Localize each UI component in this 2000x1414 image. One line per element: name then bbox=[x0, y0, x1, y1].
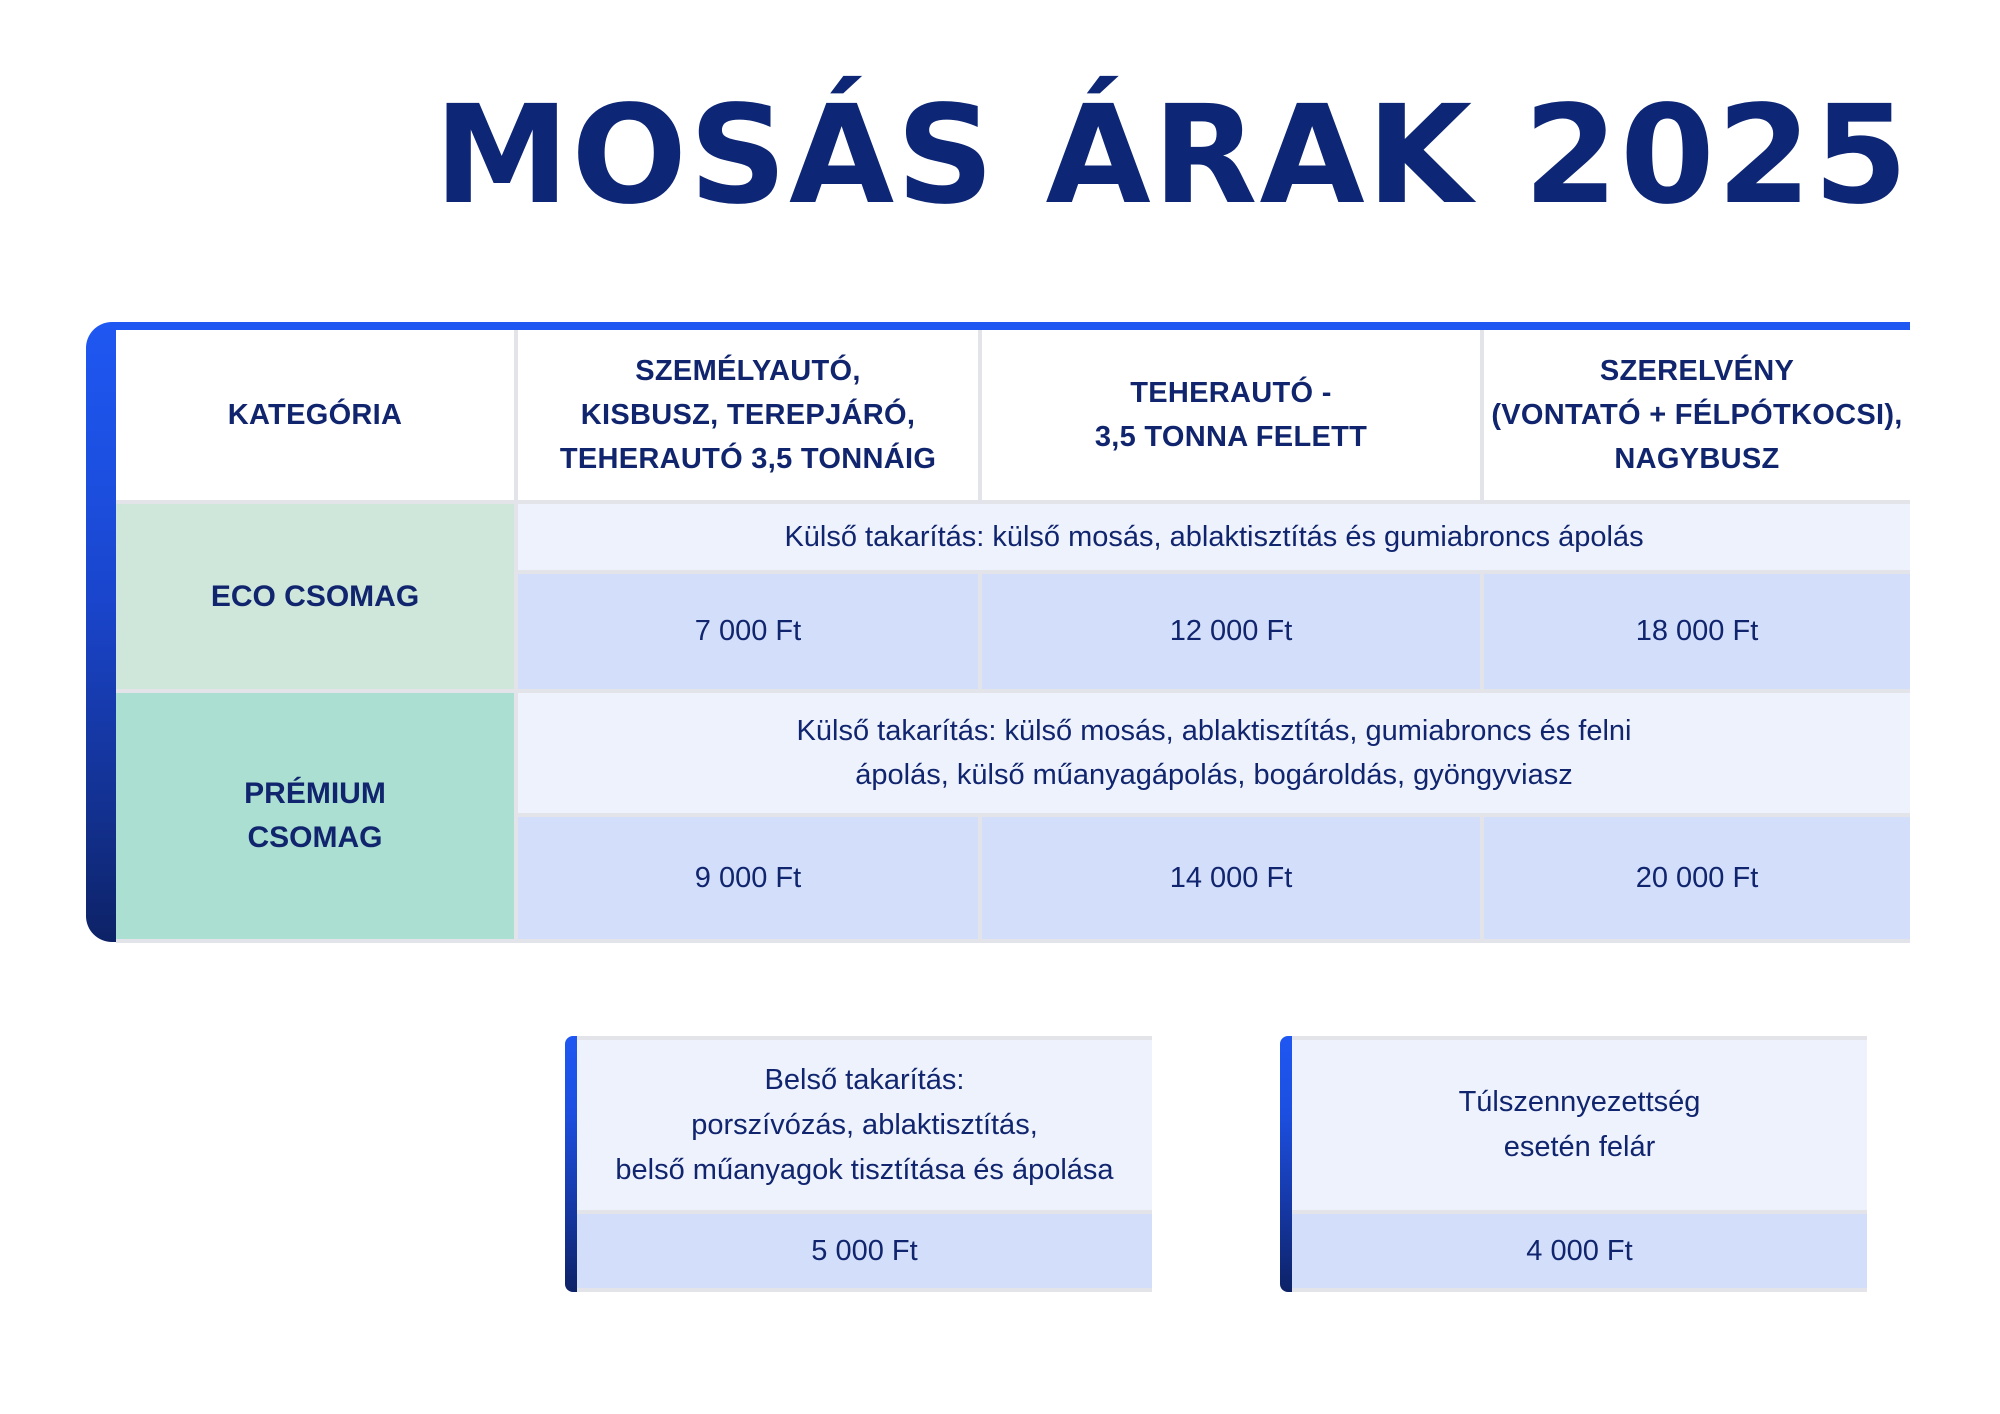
table-bottom-line bbox=[116, 939, 1910, 943]
interior-cleaning-description: Belső takarítás: porszívózás, ablaktisztítás, belső műanyagok tisztítása és ápolása bbox=[577, 1040, 1152, 1210]
premium-price-combination: 20 000 Ft bbox=[1484, 817, 1910, 939]
category-eco: ECO CSOMAG bbox=[116, 504, 514, 689]
box-accent-bar bbox=[1280, 1036, 1292, 1292]
table-top-bar bbox=[116, 322, 1910, 330]
grid-line bbox=[116, 500, 1910, 504]
grid-line bbox=[978, 330, 982, 500]
eco-price-truck: 12 000 Ft bbox=[982, 574, 1480, 689]
heavy-soiling-description: Túlszennyezettség esetén felár bbox=[1292, 1040, 1867, 1210]
grid-line bbox=[518, 570, 1910, 574]
header-truck: TEHERAUTÓ - 3,5 TONNA FELETT bbox=[982, 330, 1480, 500]
extra-heavy-soiling bbox=[1280, 1036, 1867, 1292]
grid-line bbox=[1480, 817, 1484, 939]
extra-interior-cleaning bbox=[565, 1036, 1152, 1292]
grid-line bbox=[514, 330, 518, 939]
page-title: MOSÁS ÁRAK 2025 bbox=[434, 77, 1910, 235]
table-accent-bar bbox=[86, 322, 116, 942]
eco-price-combination: 18 000 Ft bbox=[1484, 574, 1910, 689]
premium-price-truck: 14 000 Ft bbox=[982, 817, 1480, 939]
header-category: KATEGÓRIA bbox=[116, 330, 514, 500]
header-combination: SZERELVÉNY (VONTATÓ + FÉLPÓTKOCSI), NAGYBUSZ bbox=[1484, 330, 1910, 500]
heavy-soiling-price: 4 000 Ft bbox=[1292, 1214, 1867, 1288]
grid-line bbox=[978, 574, 982, 689]
box-accent-bar bbox=[565, 1036, 577, 1292]
price-table bbox=[86, 322, 1910, 942]
header-car: SZEMÉLYAUTÓ, KISBUSZ, TEREPJÁRÓ, TEHERAUTÓ 3,5 TONNÁIG bbox=[518, 330, 978, 500]
premium-price-car: 9 000 Ft bbox=[518, 817, 978, 939]
interior-cleaning-price: 5 000 Ft bbox=[577, 1214, 1152, 1288]
premium-description: Külső takarítás: külső mosás, ablaktisztítás, gumiabroncs és felni ápolás, külső műanyagápolás, bogároldás, gyöngyviasz bbox=[518, 693, 1910, 813]
box-bottom-line bbox=[577, 1288, 1152, 1292]
grid-line bbox=[978, 817, 982, 939]
category-premium: PRÉMIUM CSOMAG bbox=[116, 693, 514, 939]
box-bottom-line bbox=[1292, 1288, 1867, 1292]
eco-price-car: 7 000 Ft bbox=[518, 574, 978, 689]
grid-line bbox=[116, 689, 1910, 693]
eco-description: Külső takarítás: külső mosás, ablaktisztítás és gumiabroncs ápolás bbox=[518, 504, 1910, 570]
grid-line bbox=[518, 813, 1910, 817]
grid-line bbox=[1480, 330, 1484, 500]
grid-line bbox=[1480, 574, 1484, 689]
